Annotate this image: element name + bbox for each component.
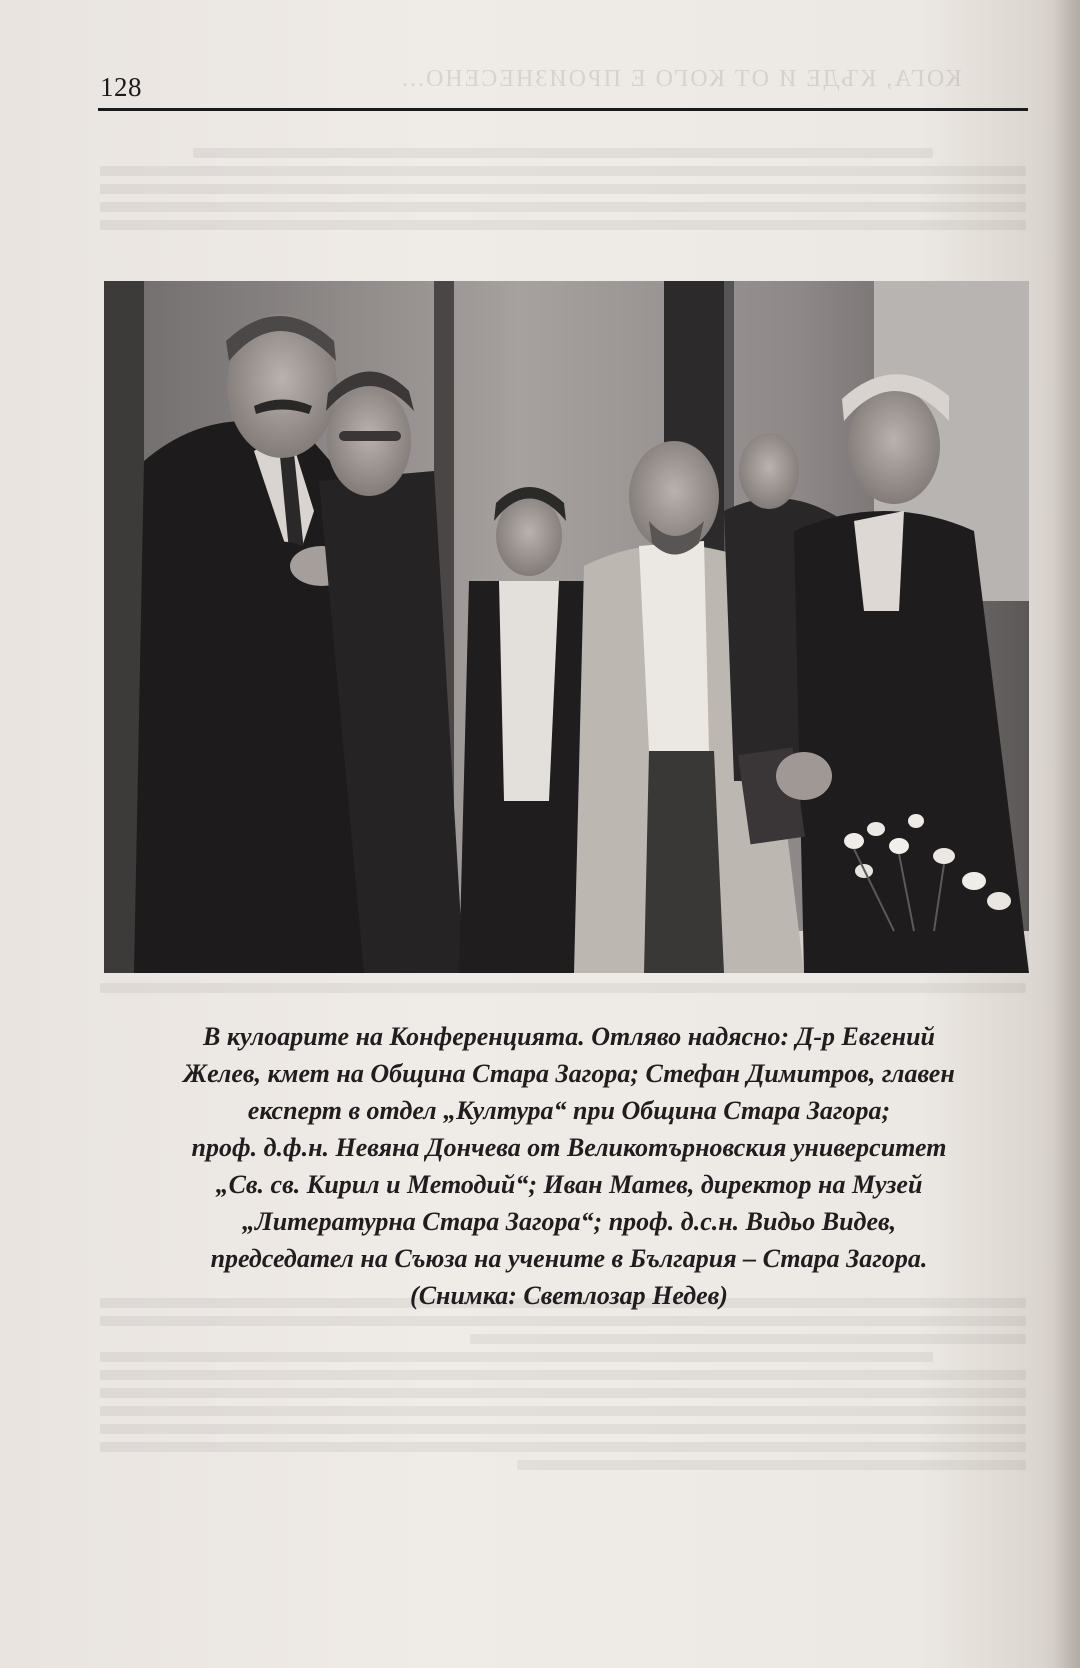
caption-line-2: Желев, кмет на Община Стара Загора; Стефан Димитров, главен	[183, 1059, 955, 1088]
caption-line-1: В кулоарите на Конференцията. Отляво надясно: Д-р Евгений	[203, 1022, 935, 1051]
caption-line-6: „Литературна Стара Загора“; проф. д.с.н. Видьо Видев,	[241, 1207, 897, 1236]
caption-line-5: „Св. св. Кирил и Методий“; Иван Матев, директор на Музей	[215, 1170, 923, 1199]
caption-credit: (Снимка: Светлозар Недев)	[410, 1281, 728, 1310]
running-head-bleedthrough: КОГА, КЪДЕ И ОТ КОГО Е ПРОИЗНЕСЕНО...	[400, 66, 962, 92]
caption-line-4: проф. д.ф.н. Невяна Дончева от Великотърновския университет	[191, 1133, 947, 1162]
conference-photo	[104, 281, 1029, 973]
bleedthrough-mid	[100, 975, 1026, 1000]
caption-line-7: председател на Съюза на учените в България – Стара Загора.	[210, 1244, 928, 1273]
photo-caption	[100, 1018, 1038, 1314]
photo-people-icon	[104, 281, 1029, 973]
bleedthrough-bottom	[100, 1290, 1026, 1477]
bleedthrough-top	[100, 140, 1026, 237]
header-rule	[98, 108, 1028, 111]
caption-line-3: експерт в отдел „Култура“ при Община Стара Загора;	[247, 1096, 891, 1125]
page-number: 128	[100, 72, 142, 102]
page-edge-shadow	[1054, 0, 1080, 1668]
